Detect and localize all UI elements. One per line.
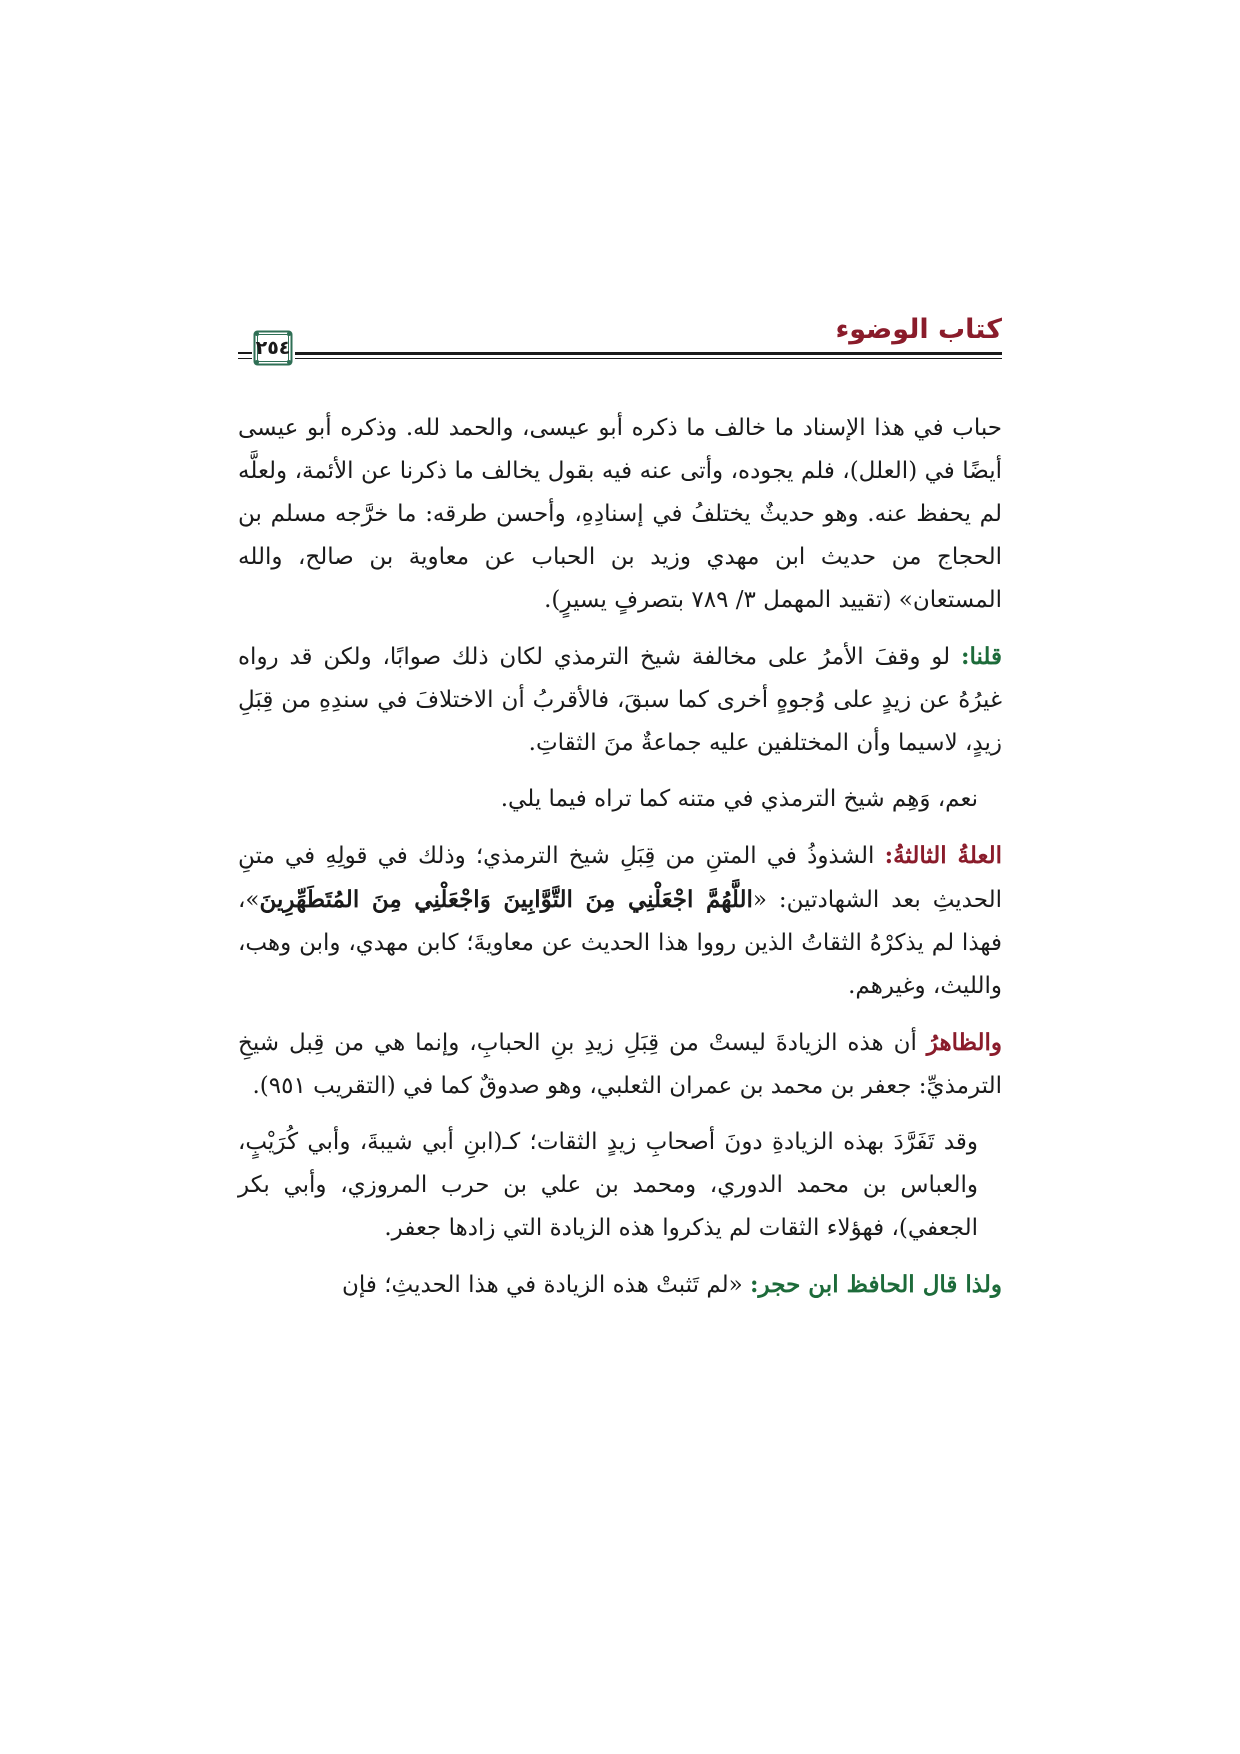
paragraph-text: «لم تَثبتْ هذه الزيادة في هذا الحديثِ؛ فإن: [341, 1272, 751, 1298]
header-rule-left-thick: [238, 352, 252, 354]
page-number: ٢٥٤: [255, 337, 291, 359]
header-rule-thick: [295, 352, 1002, 355]
paragraph-text: نعم، وَهِم شيخ الترمذي في متنه كما تراه فيما يلي.: [500, 786, 978, 812]
paragraph-lead: والظاهرُ: [926, 1029, 1002, 1056]
paragraph-text: أن هذه الزيادةَ ليستْ من قِبَلِ زيدِ بنِ الحبابِ، وإنما هي من قِبل شيخِ الترمذيِّ: جعفر بن محمد بن عمران الثعلبي، وهو صدوقٌ كما في (التقريب ٩٥١).: [238, 1030, 1002, 1099]
paragraph-2: [238, 635, 1002, 765]
paragraph-text: لو وقفَ الأمرُ على مخالفة شيخ الترمذي لكان ذلك صوابًا، ولكن قد رواه غيرُهُ عن زيدٍ على وُجوهٍ أخرى كما سبقَ، فالأقربُ أن الاختلافَ في سندِهِ من قِبَلِ زيدٍ، لاسيما وأن المختلفين عليه جماعةٌ منَ الثقاتِ.: [238, 644, 1002, 756]
paragraph-7: [238, 1263, 1002, 1307]
paragraph-text: وقد تَفَرَّدَ بهذه الزيادةِ دونَ أصحابِ زيدٍ الثقات؛ كـ(ابنِ أبي شيبةَ، وأبي كُرَيْبٍ، والعباس بن محمد الدوري، ومحمد بن علي بن حرب المروزي، وأبي بكر الجعفي)، فهؤلاء الثقات لم يذكروا هذه الزيادة التي زادها جعفر.: [238, 1129, 978, 1241]
paragraph-5: [238, 1021, 1002, 1108]
paragraph-lead: ولذا قال الحافظ ابن حجر:: [750, 1271, 1002, 1298]
running-title: كتاب الوضوء: [835, 314, 1002, 345]
paragraph-4: [238, 834, 1002, 1008]
paragraph-lead: قلنا:: [960, 643, 1003, 670]
body-text: [238, 407, 1002, 1307]
paragraph-lead: العلةُ الثالثةُ:: [884, 842, 1002, 869]
paragraph-text: الشذوذُ في المتنِ من قِبَلِ شيخ الترمذي؛ وذلك في قولِهِ في متنِ الحديثِ بعد الشهادتين: «: [238, 843, 1002, 913]
quoted-supplication: اللَّهُمَّ اجْعَلْنِي مِنَ التَّوَّابِينَ وَاجْعَلْنِي مِنَ المُتَطَهِّرِينَ: [259, 886, 753, 913]
paragraph-text: حباب في هذا الإسناد ما خالف ما ذكره أبو عيسى، والحمد لله. وذكره أبو عيسى أيضًا في (العلل)، فلم يجوده، وأتى عنه فيه بقول يخالف ما ذكرنا عن الأئمة، ولعلَّه لم يحفظ عنه. وهو حديثٌ يختلفُ في إسنادِهِ، وأحسن طرقه: ما خرَّجه مسلم بن الحجاج من حديث ابن مهدي وزيد بن الحباب عن معاوية بن صالح، والله المستعان» (تقييد المهمل ٣/ ٧٨٩ بتصرفٍ يسيرٍ).: [238, 415, 1002, 613]
paragraph-6: [238, 1121, 1002, 1250]
header-rule-left-thin: [238, 358, 252, 359]
paragraph-1: [238, 407, 1002, 622]
paragraph-text: »، فهذا لم يذكرْهُ الثقاتُ الذين رووا هذا الحديث عن معاويةَ؛ كابن مهدي، وابن وهب، والليث، وغيرهم.: [238, 887, 1002, 999]
header-rule-thin: [295, 358, 1002, 359]
paragraph-3: [238, 778, 1002, 821]
